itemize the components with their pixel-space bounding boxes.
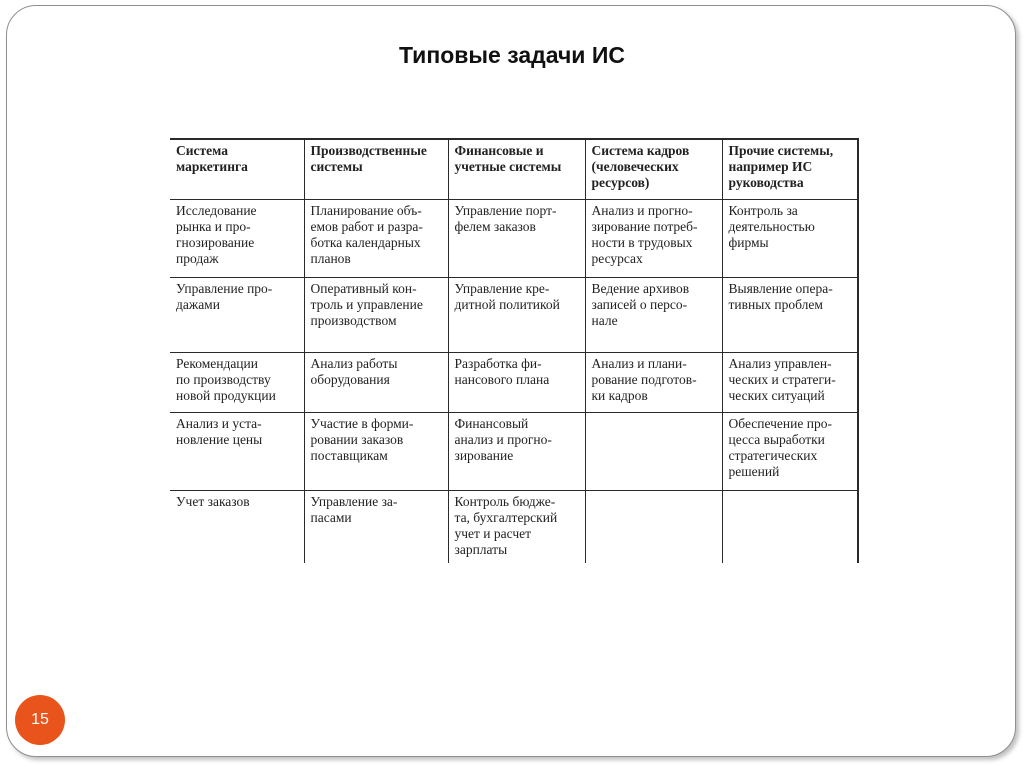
table-cell: Анализ и прогно- зирование потреб- ности в трудовых ресурсах <box>585 199 722 277</box>
table-cell: Контроль бюдже- та, бухгалтерский учет и расчет зарплаты <box>448 490 585 563</box>
tasks-table <box>170 138 859 563</box>
header-cell: Прочие системы, например ИС руководства <box>722 139 858 199</box>
table-cell: Управление про- дажами <box>170 277 304 352</box>
table-row <box>170 490 858 563</box>
table-cell: Участие в форми- ровании заказов поставщикам <box>304 412 448 490</box>
table-cell: Обеспечение про- цесса выработки стратегических решений <box>722 412 858 490</box>
table-cell: Выявление опера- тивных проблем <box>722 277 858 352</box>
table-cell <box>585 490 722 563</box>
table-cell: Управление порт- фелем заказов <box>448 199 585 277</box>
table-cell: Учет заказов <box>170 490 304 563</box>
table-cell: Разработка фи- нансового плана <box>448 352 585 412</box>
table-cell: Рекомендации по производству новой продукции <box>170 352 304 412</box>
table-row <box>170 352 858 412</box>
table-cell: Исследование рынка и про- гнозирование продаж <box>170 199 304 277</box>
header-cell: Финансовые и учетные системы <box>448 139 585 199</box>
page-number-badge: 15 <box>15 695 65 745</box>
table-cell: Оперативный кон- троль и управление производством <box>304 277 448 352</box>
table-cell: Анализ и плани- рование подготов- ки кадров <box>585 352 722 412</box>
slide-title: Типовые задачи ИС <box>399 42 625 68</box>
table-cell: Управление за- пасами <box>304 490 448 563</box>
header-cell: Система кадров (человеческих ресурсов) <box>585 139 722 199</box>
table-cell: Контроль за деятельностью фирмы <box>722 199 858 277</box>
tasks-table-container <box>170 138 858 562</box>
table-row <box>170 412 858 490</box>
table-cell: Управление кре- дитной политикой <box>448 277 585 352</box>
header-cell: Производственные системы <box>304 139 448 199</box>
table-row <box>170 199 858 277</box>
table-cell: Финансовый анализ и прогно- зирование <box>448 412 585 490</box>
table-cell: Анализ работы оборудования <box>304 352 448 412</box>
table-cell <box>722 490 858 563</box>
table-cell: Анализ и уста- новление цены <box>170 412 304 490</box>
table-cell: Анализ управлен- ческих и стратеги- ческих ситуаций <box>722 352 858 412</box>
table-row <box>170 277 858 352</box>
table-header-row <box>170 139 858 199</box>
header-cell: Система маркетинга <box>170 139 304 199</box>
table-cell: Ведение архивов записей о персо- нале <box>585 277 722 352</box>
table-cell <box>585 412 722 490</box>
table-cell: Планирование объ- емов работ и разра- ботка календарных планов <box>304 199 448 277</box>
